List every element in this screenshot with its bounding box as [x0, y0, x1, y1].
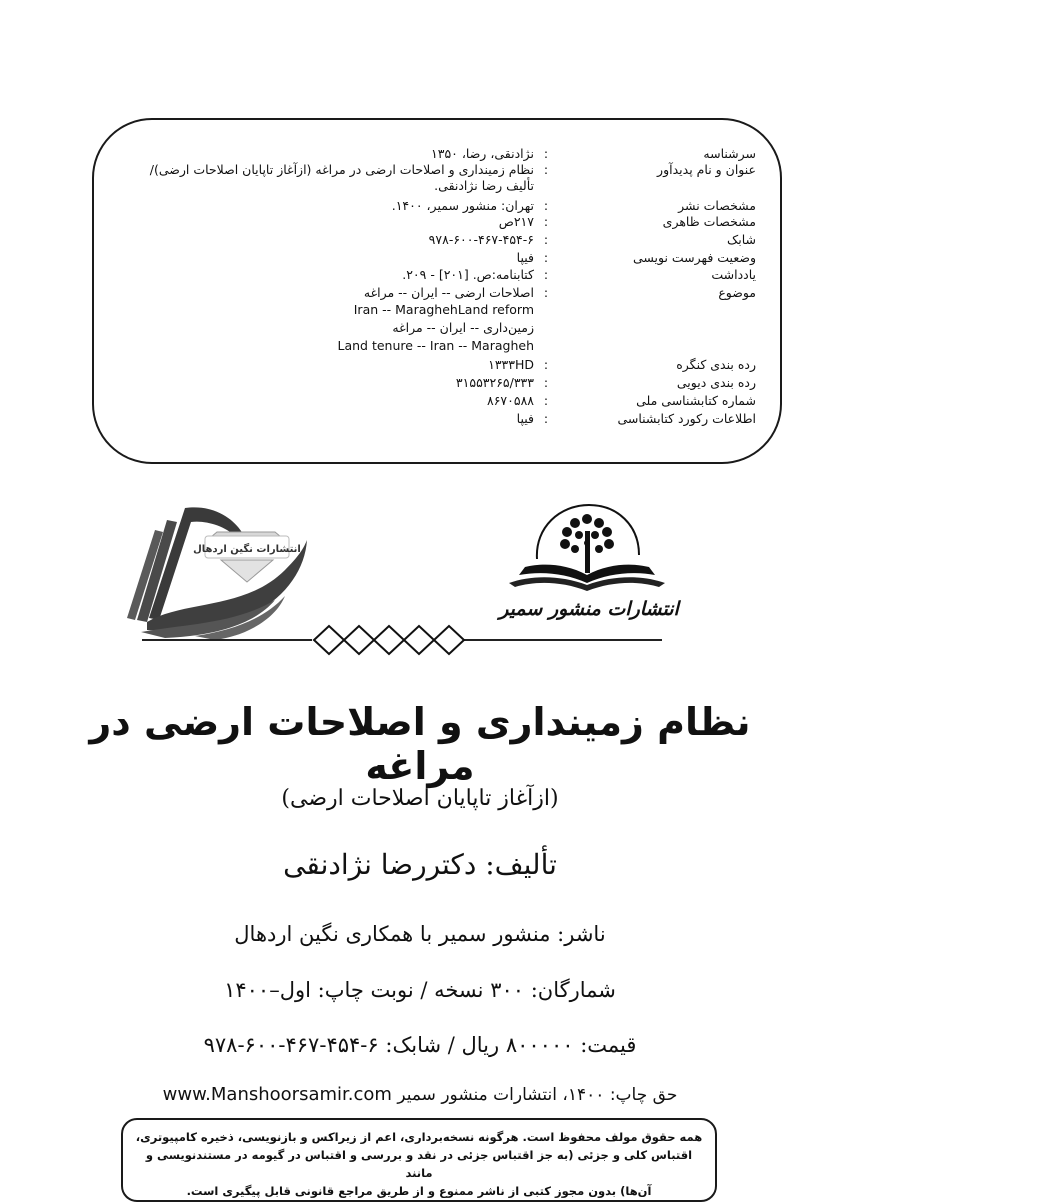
catalog-label: مشخصات ظاهری — [662, 214, 756, 229]
catalog-colon: : — [543, 411, 549, 426]
catalog-value: ۹۷۸-۶۰۰-۴۶۷-۴۵۴-۶ — [428, 232, 534, 247]
rights-notice-box — [121, 1118, 717, 1202]
author-line: تألیف: دکتررضا نژادنقی — [283, 848, 557, 881]
divider-line-right — [460, 639, 662, 641]
rights-line-1: همه حقوق مولف محفوظ است. هرگونه نسخه‌برداری، اعم از زیراکس و بازنویسی، ذخیره کامپیوتری، — [135, 1130, 703, 1144]
manshoor-samir-logo-text: انتشارات منشور سمیر — [499, 598, 679, 620]
catalog-value: ۳۱۵۵۳۲۶۵/۳۳۳ — [455, 375, 534, 390]
catalog-value: ۸۶۷۰۵۸۸ — [487, 393, 534, 408]
catalog-label: موضوع — [718, 285, 756, 300]
copyright-line — [100, 1084, 740, 1105]
catalog-value-continued: تألیف رضا نژادنقی. — [434, 178, 534, 193]
catalog-value-continued: زمین‌داری -- ایران -- مراغه — [392, 320, 534, 335]
catalog-colon: : — [543, 146, 549, 161]
publisher-line: ناشر: منشور سمیر با همکاری نگین اردهال — [234, 922, 606, 946]
catalog-value-continued: Land tenure -- Iran -- Maragheh — [337, 338, 534, 353]
catalog-label: رده بندی دیویی — [676, 375, 756, 390]
catalog-colon: : — [543, 393, 549, 408]
catalog-value: فیپا — [516, 411, 534, 426]
catalog-label: رده بندی کنگره — [676, 357, 756, 372]
divider-line-left — [142, 639, 312, 641]
catalog-label: عنوان و نام پدیدآور — [657, 162, 756, 177]
catalog-colon: : — [543, 250, 549, 265]
catalog-value: فیپا — [516, 250, 534, 265]
diamond-chain-ornament-icon — [310, 623, 466, 657]
catalog-label: یادداشت — [711, 267, 756, 282]
catalog-label: مشخصات نشر — [678, 198, 756, 213]
catalog-value: اصلاحات ارضی -- ایران -- مراغه — [363, 285, 534, 300]
catalog-colon: : — [543, 232, 549, 247]
catalog-colon: : — [543, 162, 549, 177]
catalog-value: ۲۱۷ص — [498, 214, 534, 229]
rights-line-3: آن‌ها) بدون مجوز کتبی از ناشر ممنوع و از طریق مراجع قانونی قابل پیگیری است. — [186, 1184, 652, 1198]
manshoor-samir-logo-icon — [499, 497, 679, 625]
catalog-value-continued: Iran -- MaraghehLand reform — [353, 302, 534, 317]
catalog-value: کتابنامه:ص. [۲۰۱] - ۲۰۹. — [402, 267, 534, 282]
print-run-line: شمارگان: ۳۰۰ نسخه / نوبت چاپ: اول–۱۴۰۰ — [224, 978, 616, 1002]
catalog-value: تهران: منشور سمیر، ۱۴۰۰. — [391, 198, 534, 213]
catalog-colon: : — [543, 357, 549, 372]
rights-line-2: اقتباس کلی و جزئی (به جز اقتباس جزئی در نقد و بررسی و اقتباس در گیومه در مستندنویسی و مانند — [145, 1148, 693, 1180]
catalog-label: وضعیت فهرست نویسی — [632, 250, 756, 265]
negin-ardehal-logo-text: انتشارات نگین اردهال — [193, 544, 301, 555]
copyright-text: حق چاپ: ۱۴۰۰، انتشارات منشور سمیر — [397, 1085, 678, 1105]
price-isbn-line: قیمت: ۸۰۰۰۰۰ ریال / شابک: ۶-۴۵۴-۴۶۷-۶۰۰-۹۷۸ — [203, 1033, 637, 1057]
catalog-colon: : — [543, 285, 549, 300]
catalog-label: شابک — [727, 232, 756, 247]
catalog-label: اطلاعات رکورد کتابشناسی — [617, 411, 756, 426]
catalog-value: نظام زمینداری و اصلاحات ارضی در مراغه (ازآغاز تاپایان اصلاحات ارضی)/ — [149, 162, 534, 177]
catalog-colon: : — [543, 267, 549, 282]
catalog-colon: : — [543, 198, 549, 213]
catalog-label: شماره کتابشناسی ملی — [636, 393, 756, 408]
catalog-value: ۱۳۳۳HD — [488, 357, 534, 372]
website-link[interactable]: www.Manshoorsamir.com — [162, 1084, 392, 1105]
catalog-colon: : — [543, 375, 549, 390]
book-title: نظام زمینداری و اصلاحات ارضی در مراغه — [89, 700, 751, 788]
book-subtitle: (ازآغاز تاپایان اصلاحات ارضی) — [281, 786, 559, 811]
catalog-colon: : — [543, 214, 549, 229]
catalog-label: سرشناسه — [703, 146, 756, 161]
catalog-value: نژادنقی، رضا، ۱۳۵۰ — [431, 146, 534, 161]
negin-ardehal-logo-icon — [125, 500, 315, 640]
